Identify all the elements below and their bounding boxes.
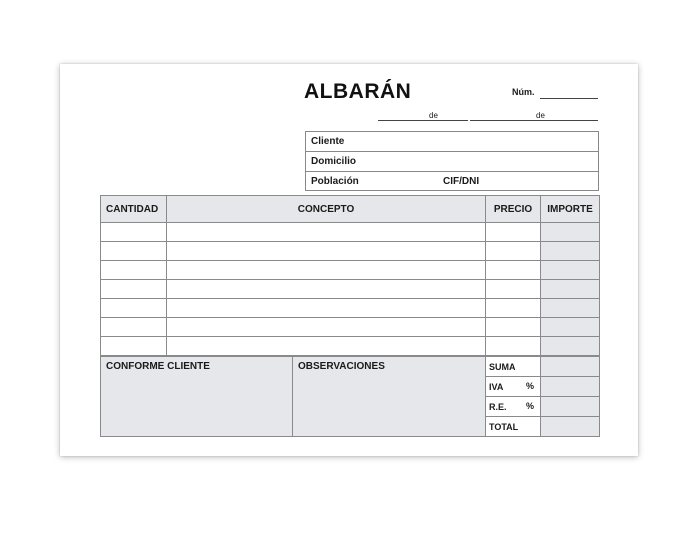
cantidad-cell[interactable] [101, 242, 167, 261]
importe-cell[interactable] [541, 337, 600, 356]
date-de-1: de [429, 111, 438, 120]
concepto-cell[interactable] [167, 223, 486, 242]
client-row-domicilio[interactable] [306, 152, 598, 172]
concepto-cell[interactable] [167, 280, 486, 299]
observaciones-label: OBSERVACIONES [298, 361, 385, 372]
iva-percent: % [525, 381, 534, 391]
conforme-cliente-box[interactable] [101, 357, 293, 437]
domicilio-label: Domicilio [311, 156, 357, 167]
cantidad-cell[interactable] [101, 280, 167, 299]
precio-cell[interactable] [486, 261, 541, 280]
precio-cell[interactable] [486, 318, 541, 337]
cliente-label: Cliente [311, 136, 345, 147]
client-box [305, 131, 599, 191]
importe-cell[interactable] [541, 261, 600, 280]
concepto-cell[interactable] [167, 242, 486, 261]
precio-cell[interactable] [486, 280, 541, 299]
suma-label [486, 357, 541, 377]
date-de-2: de [536, 111, 545, 120]
date-month-line[interactable] [470, 120, 598, 121]
cantidad-cell[interactable] [101, 223, 167, 242]
client-row-cliente[interactable] [306, 132, 598, 152]
albaran-sheet [60, 64, 638, 456]
cantidad-cell[interactable] [101, 261, 167, 280]
cif-label: CIF/DNI [443, 176, 480, 187]
total-value[interactable] [541, 417, 600, 437]
items-table [100, 195, 600, 356]
client-row-poblacion[interactable] [306, 172, 598, 192]
table-row [101, 242, 600, 261]
importe-cell[interactable] [541, 318, 600, 337]
document-title: ALBARÁN [304, 80, 412, 103]
number-field-line[interactable] [540, 98, 598, 99]
concepto-cell[interactable] [167, 299, 486, 318]
footer-table [100, 356, 600, 437]
precio-cell[interactable] [486, 242, 541, 261]
number-label: Núm. [512, 87, 535, 97]
col-precio: PRECIO [486, 196, 541, 223]
precio-cell[interactable] [486, 337, 541, 356]
observaciones-box[interactable] [293, 357, 486, 437]
suma-text: SUMA [489, 361, 516, 372]
col-cantidad: CANTIDAD [101, 196, 167, 223]
table-row [101, 337, 600, 356]
col-importe: IMPORTE [541, 196, 600, 223]
re-value[interactable] [541, 397, 600, 417]
col-concepto: CONCEPTO [167, 196, 486, 223]
importe-cell[interactable] [541, 299, 600, 318]
importe-cell[interactable] [541, 280, 600, 299]
items-body [101, 223, 600, 356]
concepto-cell[interactable] [167, 261, 486, 280]
table-row [101, 280, 600, 299]
iva-text: IVA [489, 381, 504, 392]
concepto-cell[interactable] [167, 318, 486, 337]
cantidad-cell[interactable] [101, 299, 167, 318]
table-row [101, 299, 600, 318]
precio-cell[interactable] [486, 223, 541, 242]
suma-value[interactable] [541, 357, 600, 377]
poblacion-label: Población [311, 176, 359, 187]
iva-value[interactable] [541, 377, 600, 397]
table-row [101, 318, 600, 337]
total-label [486, 417, 541, 437]
items-header-row [101, 196, 600, 223]
cantidad-cell[interactable] [101, 337, 167, 356]
conforme-cliente-label: CONFORME CLIENTE [106, 361, 210, 372]
re-text: R.E. [489, 401, 507, 412]
precio-cell[interactable] [486, 299, 541, 318]
concepto-cell[interactable] [167, 337, 486, 356]
iva-label [486, 377, 541, 397]
date-day-line[interactable] [378, 120, 468, 121]
table-row [101, 261, 600, 280]
re-percent: % [525, 401, 534, 411]
re-label [486, 397, 541, 417]
importe-cell[interactable] [541, 223, 600, 242]
importe-cell[interactable] [541, 242, 600, 261]
total-text: TOTAL [489, 421, 519, 432]
table-row [101, 223, 600, 242]
cantidad-cell[interactable] [101, 318, 167, 337]
